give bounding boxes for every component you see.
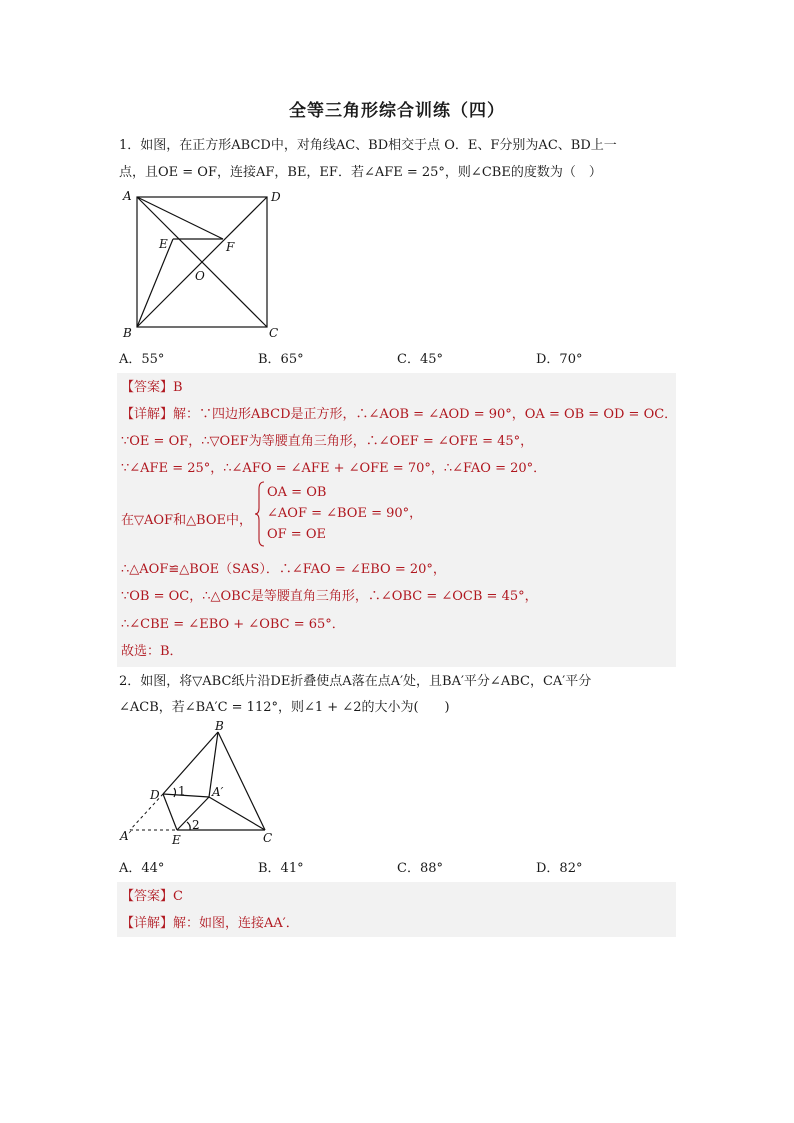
- q2-option-d: D．82°: [536, 861, 583, 876]
- q1-answer: 【答案】B: [121, 380, 183, 395]
- q1-label-B: B: [123, 326, 132, 340]
- q1-solution-line3: ∵∠AFE = 25°，∴∠AFO = ∠AFE + ∠OFE = 70°，∴∠FAO = 20°．: [121, 461, 547, 476]
- q2-label-D: D: [150, 788, 160, 802]
- q2-stem-line2: ∠ACB，若∠BA′C = 112°，则∠1 + ∠2的大小为( ): [119, 700, 450, 715]
- q1-solution-line7: ∴∠CBE = ∠EBO + ∠OBC = 65°．: [121, 617, 345, 632]
- q1-label-F: F: [226, 240, 235, 254]
- q1-label-E: E: [159, 237, 168, 251]
- q1-solution-line2: ∵OE = OF，∴▽OEF为等腰直角三角形，∴∠OEF = ∠OFE = 45°，: [121, 434, 534, 449]
- q2-answer-panel: [117, 882, 676, 937]
- q1-solution-line1: 【详解】解：∵四边形ABCD是正方形，∴∠AOB = ∠AOD = 90°，OA = OB = OD = OC．: [121, 407, 678, 422]
- q2-label-A-prime: A′: [212, 785, 224, 799]
- page-title: 全等三角形综合训练（四）: [289, 101, 505, 121]
- q1-system-eq3: OF = OE: [267, 527, 326, 542]
- q1-system-eq2: [267, 503, 422, 524]
- q1-system-eq2-text: ∠AOF = ∠BOE = 90°: [267, 506, 410, 521]
- q2-label-E: E: [172, 833, 181, 847]
- q1-stem-line1: 1．如图，在正方形ABCD中，对角线AC、BD相交于点 O．E、F分别为AC、BD上一: [119, 138, 617, 153]
- q1-label-C: C: [269, 326, 279, 340]
- q1-label-D: D: [271, 190, 281, 204]
- q1-system-comma: ，: [409, 506, 423, 521]
- q1-solution-line6: ∵OB = OC，∴△OBC是等腰直角三角形，∴∠OBC = ∠OCB = 45°，: [121, 589, 538, 604]
- q1-solution-line4: 在▽AOF和△BOE中，: [121, 513, 253, 528]
- q1-equation-system: [267, 482, 422, 545]
- q2-angle-2: 2: [192, 818, 200, 832]
- q1-brace: [255, 481, 265, 547]
- q1-answer-panel: [117, 373, 676, 667]
- q2-label-B: B: [215, 719, 224, 733]
- q1-option-a: A．55°: [119, 352, 165, 367]
- q2-option-a: A．44°: [119, 861, 165, 876]
- q2-figure: [115, 718, 285, 850]
- q2-answer: 【答案】C: [121, 889, 183, 904]
- q2-label-C: C: [263, 831, 273, 845]
- q1-solution-line8: 故选：B．: [121, 644, 183, 659]
- q1-option-d: D．70°: [536, 352, 583, 367]
- q2-stem-line1: 2．如图，将▽ABC纸片沿DE折叠使点A落在点A′处，且BA′平分∠ABC，CA′平分: [119, 674, 592, 689]
- q1-figure: [115, 185, 295, 340]
- q1-solution-line5: ∴△AOF≌△BOE（SAS）．∴∠FAO = ∠EBO = 20°，: [121, 562, 446, 577]
- q2-option-b: B．41°: [258, 861, 304, 876]
- q1-label-A: A: [123, 189, 132, 203]
- q2-label-A-prime-folded: A′: [120, 829, 132, 843]
- q2-option-c: C．88°: [397, 861, 443, 876]
- q1-label-O: O: [195, 269, 205, 283]
- q1-option-b: B．65°: [258, 352, 304, 367]
- q1-stem-line2: 点，且OE = OF，连接AF，BE，EF．若∠AFE = 25°，则∠CBE的度数为（ ）: [119, 165, 602, 180]
- q1-option-c: C．45°: [397, 352, 443, 367]
- q2-solution-line1: 【详解】解：如图，连接AA′．: [121, 916, 299, 931]
- q2-angle-1: 1: [178, 784, 186, 798]
- q1-system-eq1: OA = OB: [267, 485, 327, 500]
